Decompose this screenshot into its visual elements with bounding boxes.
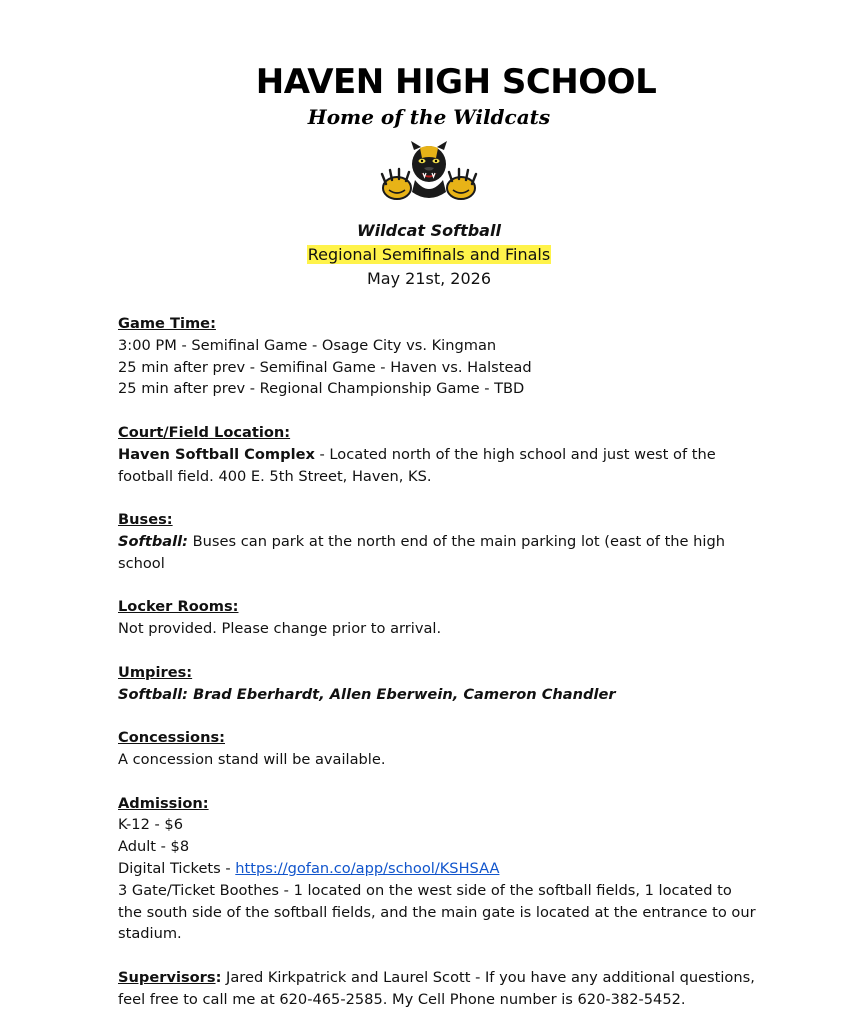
supervisors-heading: Supervisors bbox=[118, 968, 216, 986]
wildcat-mascot-icon bbox=[380, 140, 478, 206]
school-name: HAVEN HIGH SCHOOL bbox=[255, 62, 657, 102]
event-subtitle-highlight: Regional Semifinals and Finals bbox=[307, 245, 551, 264]
location-section bbox=[118, 422, 758, 487]
buses-heading: Buses: bbox=[118, 511, 173, 529]
game-time-heading: Game Time: bbox=[118, 315, 216, 332]
digital-tickets-link[interactable]: https://gofan.co/app/school/KSHSAA bbox=[235, 859, 500, 877]
locker-rooms-heading: Locker Rooms: bbox=[118, 598, 239, 616]
supervisors-section bbox=[118, 967, 758, 1011]
supervisors-colon: : bbox=[215, 968, 222, 986]
school-tagline: Home of the Wildcats bbox=[307, 105, 551, 129]
concessions-heading: Concessions: bbox=[118, 729, 225, 747]
buses-section bbox=[118, 509, 758, 574]
admission-adult: Adult - $8 bbox=[118, 838, 190, 856]
umpires-heading: Umpires: bbox=[118, 663, 193, 681]
event-date: May 21st, 2026 bbox=[366, 269, 492, 288]
umpires-section bbox=[118, 662, 758, 706]
admission-heading: Admission: bbox=[118, 794, 209, 812]
location-name: Haven Softball Complex bbox=[118, 445, 315, 463]
locker-rooms-text: Not provided. Please change prior to arrival. bbox=[118, 620, 442, 638]
buses-text: Buses can park at the north end of the main parking lot (east of the high school bbox=[118, 532, 725, 572]
admission-gates: 3 Gate/Ticket Boothes - 1 located on the west side of the softball fields, 1 located to the south side of the softball fields, and the main gate is located at the entrance to our stadium. bbox=[118, 881, 756, 943]
umpires-text: Softball: Brad Eberhardt, Allen Eberwein, Cameron Chandler bbox=[118, 685, 616, 703]
concessions-section bbox=[118, 727, 758, 771]
game-time-line: 25 min after prev - Regional Championship Game - TBD bbox=[118, 380, 525, 398]
locker-rooms-section bbox=[118, 596, 758, 640]
game-time-section bbox=[118, 313, 758, 400]
event-subtitle bbox=[0, 245, 858, 264]
admission-k12: K-12 - $6 bbox=[118, 816, 183, 834]
location-heading: Court/Field Location: bbox=[118, 423, 291, 441]
digital-tickets-label: Digital Tickets - bbox=[118, 859, 236, 877]
admission-section bbox=[118, 793, 758, 946]
game-time-line: 3:00 PM - Semifinal Game - Osage City vs. Kingman bbox=[118, 336, 497, 354]
buses-label: Softball: bbox=[118, 532, 188, 550]
concessions-text: A concession stand will be available. bbox=[118, 750, 386, 768]
supervisors-text: Jared Kirkpatrick and Laurel Scott - If you have any additional questions, feel free to call me at 620-465-2585. My Cell Phone number is 620-382-5452. bbox=[118, 968, 755, 1008]
game-time-line: 25 min after prev - Semifinal Game - Haven vs. Halstead bbox=[118, 358, 532, 376]
event-title: Wildcat Softball bbox=[357, 221, 501, 240]
location-description: - Located north of the high school and just west of the football field. 400 E. 5th Street, Haven, KS. bbox=[118, 445, 716, 485]
document-body bbox=[118, 313, 758, 1032]
